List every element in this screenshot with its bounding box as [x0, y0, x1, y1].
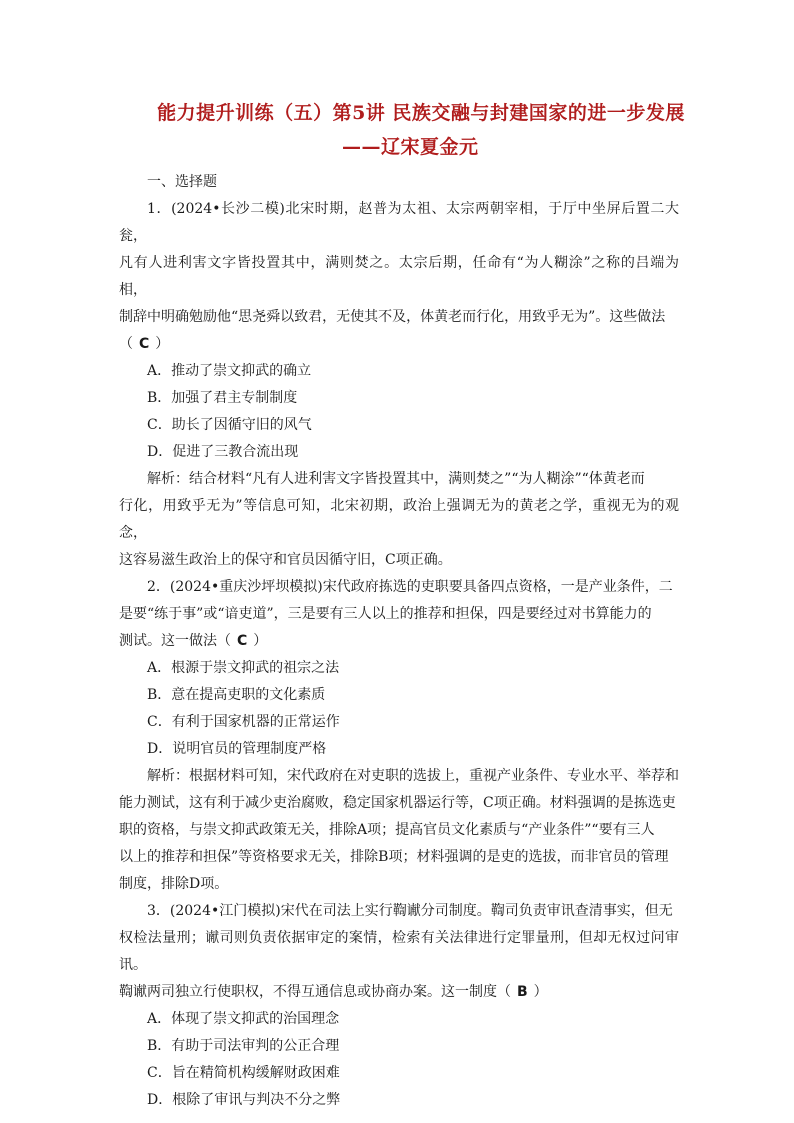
option-d: D．促进了三教合流出现 — [147, 444, 299, 460]
question-1 — [119, 196, 679, 574]
page-title-line-1: 能力提升训练（五）第5讲 民族交融与封建国家的进一步发展 — [157, 102, 685, 124]
analysis-line: 以上的推荐和担保”等资格要求无关，排除B项；材料强调的是吏的选拔，而非官员的管理 — [119, 849, 669, 865]
question-stem-line — [119, 979, 679, 1006]
paren-close: ） — [155, 336, 170, 352]
section-heading: 一、选择题 — [147, 174, 217, 190]
question-stem-line: 2．(2024•重庆沙坪坝模拟)宋代政府拣选的吏职要具备四点资格，一是产业条件，二 — [147, 579, 673, 595]
question-stem-line: 1．(2024•长沙二模)北宋时期，赵普为太祖、太宗两朝宰相，于厅中坐屏后置二大瓮， — [119, 201, 679, 244]
analysis-line: 能力测试，这有利于减少吏治腐败，稳定国家机器运行等，C项正确。材料强调的是拣选吏 — [119, 795, 676, 811]
answer-letter: C — [139, 336, 150, 352]
question-stem-line: 权检法量刑；谳司则负责依据审定的案情，检索有关法律进行定罪量刑，但却无权过问审讯。 — [119, 930, 679, 973]
option-d: D．根除了审讯与判决不分之弊 — [147, 1092, 341, 1108]
answer-letter: B — [517, 984, 528, 1000]
option-c: C．有利于国家机器的正常运作 — [147, 714, 340, 730]
option-b: B．有助于司法审判的公正合理 — [147, 1038, 340, 1054]
paren-open: （ — [217, 633, 231, 649]
question-stem-text: 鞫谳两司独立行使职权，不得互通信息或协商办案。这一制度 — [119, 984, 497, 1000]
document-body — [119, 169, 679, 1114]
option-b: B．加强了君主专制制度 — [147, 390, 298, 406]
paren-open: （ — [497, 984, 511, 1000]
paren-open: （ — [119, 336, 133, 352]
question-3 — [119, 898, 679, 1114]
question-stem-line: 是要“练于事”或“谙吏道”，三是要有三人以上的推荐和担保，四是要经过对书算能力的 — [119, 606, 652, 622]
analysis-line: 这容易滋生政治上的保守和官员因循守旧，C项正确。 — [119, 552, 452, 568]
page-title-line-2: ——辽宋夏金元 — [342, 136, 479, 158]
question-2 — [119, 574, 679, 898]
answer-line — [119, 331, 679, 358]
option-b: B．意在提高吏职的文化素质 — [147, 687, 326, 703]
question-stem-line — [119, 628, 679, 655]
answer-letter: C — [237, 633, 248, 649]
analysis-line: 制度，排除D项。 — [119, 876, 229, 892]
analysis-line: 职的资格，与崇文抑武政策无关，排除A项；提高官员文化素质与“产业条件”“要有三人 — [119, 822, 655, 838]
paren-close: ） — [533, 984, 548, 1000]
option-a: A．推动了崇文抑武的确立 — [147, 363, 312, 379]
paren-close: ） — [253, 633, 268, 649]
analysis-line: 解析：结合材料“凡有人进利害文字皆投置其中，满则焚之”“为人糊涂”“体黄老而 — [147, 471, 645, 487]
question-stem-line: 凡有人进利害文字皆投置其中，满则焚之。太宗后期，任命有“为人糊涂”之称的吕端为相， — [119, 255, 679, 298]
option-a: A．根源于崇文抑武的祖宗之法 — [147, 660, 340, 676]
option-c: C．旨在精简机构缓解财政困难 — [147, 1065, 340, 1081]
option-d: D．说明官员的管理制度严格 — [147, 741, 327, 757]
question-stem-line: 3．(2024•江门模拟)宋代在司法上实行鞫谳分司制度。鞫司负责审讯查清事实，但无 — [147, 903, 673, 919]
analysis-line: 解析：根据材料可知，宋代政府在对吏职的选拔上，重视产业条件、专业水平、举荐和 — [147, 768, 679, 784]
question-stem-text: 测试。这一做法 — [119, 633, 217, 649]
option-a: A．体现了崇文抑武的治国理念 — [147, 1011, 340, 1027]
option-c: C．助长了因循守旧的风气 — [147, 417, 312, 433]
question-stem-line: 制辞中明确勉励他“思尧舜以致君，无使其不及，体黄老而行化，用致乎无为”。这些做法 — [119, 309, 666, 325]
analysis-line: 行化，用致乎无为”等信息可知，北宋初期，政治上强调无为的黄老之学，重视无为的观念， — [119, 498, 679, 541]
